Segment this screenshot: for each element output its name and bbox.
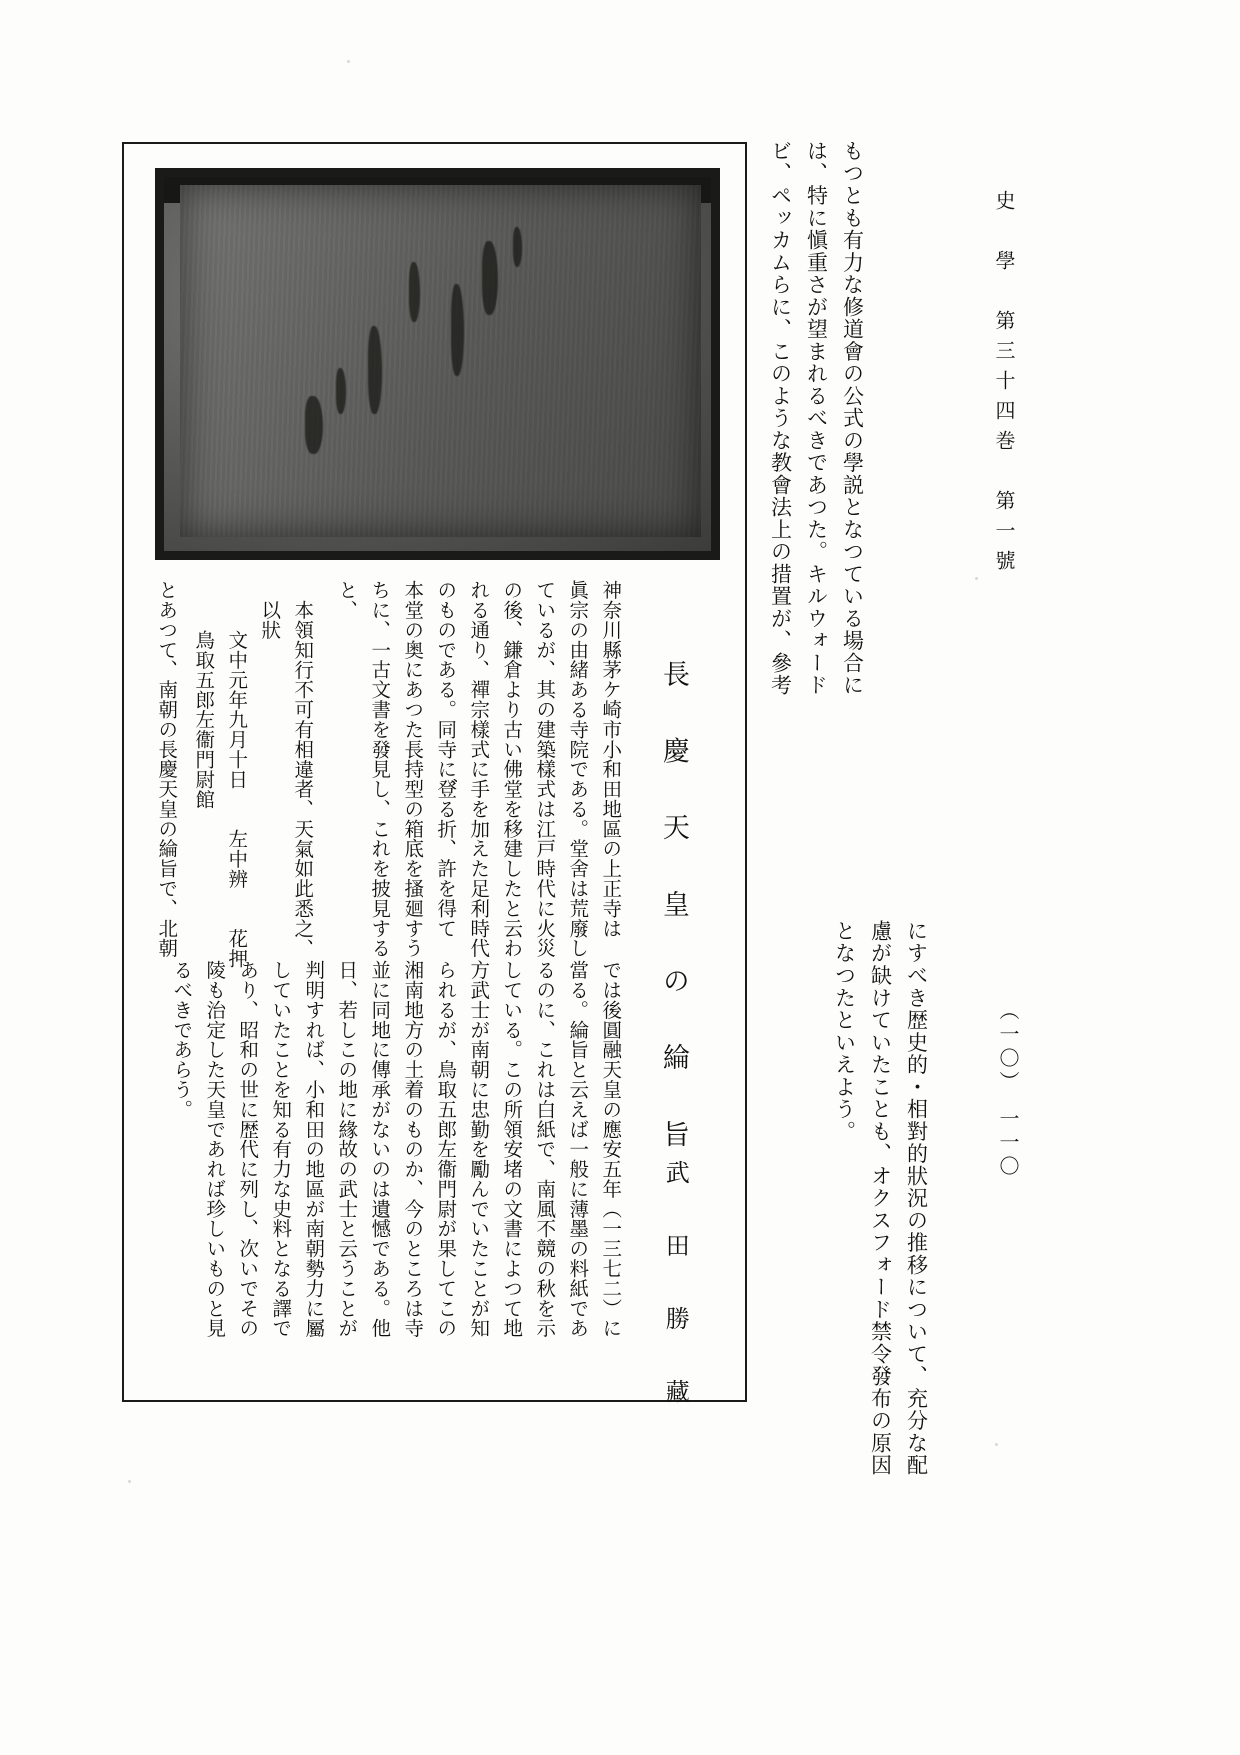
body-line: るのに、これは白紙で、南風不競の秋を示 [533, 960, 557, 1338]
body-line: 本堂の奥にあつた長持型の箱底を搔廻すう [401, 580, 425, 958]
body-line: 湘南地方の土着のものか、今のところは寺 [401, 960, 425, 1338]
body-line: とあつて、南朝の長慶天皇の綸旨で、北朝 [155, 580, 179, 958]
body-line-quote: 鳥取五郎左衞門尉館 [192, 630, 216, 810]
brush-stroke [451, 284, 464, 376]
body-line: あり、昭和の世に歴代に列し、次いでその [236, 960, 260, 1338]
intro-line-5: 慮が缺けていたことも、オクスフォード禁令發布の原因 [868, 920, 893, 1477]
body-line: 神奈川縣茅ケ崎市小和田地區の上正寺は [599, 580, 623, 939]
scan-speck [128, 1480, 131, 1483]
body-line: るべきであらう。 [170, 960, 194, 1120]
body-line: ちに、一古文書を發見し、これを披見する [368, 580, 392, 958]
scan-speck [995, 1443, 998, 1446]
body-line: 陵も治定した天皇であれば珍しいものと見 [203, 960, 227, 1338]
body-line-quote: 以狀 [258, 600, 282, 640]
article-author: 武 田 勝 藏 [661, 1160, 690, 1416]
intro-line-4: にすべき歴史的・相對的狀況の推移について、充分な配 [904, 920, 929, 1477]
body-line: 方武士が南朝に忠勤を勵んでいたことが知 [467, 960, 491, 1338]
brush-stroke [409, 262, 420, 322]
body-line-quote: 文中元年九月十日 左中辨 花押 [225, 630, 249, 969]
scan-speck [975, 577, 978, 580]
brush-stroke [513, 227, 522, 267]
body-line: 並に同地に傳承がないのは遺憾である。他 [368, 960, 392, 1338]
body-line: していたことを知る有力な史料となる譯で [269, 960, 293, 1338]
running-head: 史 學 第三十四巻 第一號 [992, 190, 1016, 580]
body-line: 判明すれば、小和田の地區が南朝勢力に屬 [302, 960, 326, 1338]
body-line-quote: 本領知行不可有相違者、天氣如此悉之、 [291, 600, 315, 959]
body-line: の後、鎌倉より古い佛堂を移建したと云わ [500, 580, 524, 958]
scan-speck [347, 60, 350, 63]
body-line: られるが、鳥取五郎左衞門尉が果してこの [434, 960, 458, 1338]
brush-stroke [305, 396, 323, 454]
body-line: れる通り、禪宗樣式に手を加えた足利時代 [467, 580, 491, 958]
body-line: では後圓融天皇の應安五年（一三七二）に [599, 960, 623, 1338]
intro-line-6: となつたといえよう。 [832, 920, 857, 1143]
brush-stroke [336, 368, 346, 414]
body-line: 眞宗の由緒ある寺院である。堂舍は荒廢し [566, 580, 590, 958]
body-line: ているが、其の建築樣式は江戸時代に火災 [533, 580, 557, 958]
figure-photograph [155, 168, 720, 560]
body-line: している。この所領安堵の文書によつて地 [500, 960, 524, 1338]
intro-line-3: ビ、ペッカムらに、このような教會法上の措置が、參考 [768, 140, 793, 697]
intro-line-2: は、特に愼重さが望まれるべきであつた。キルウォード [804, 140, 829, 697]
intro-line-1: もつとも有力な修道會の公式の學説となつている場合に [840, 140, 865, 697]
body-line: のものである。同寺に登゙゙゙゙る折、許を得て [434, 580, 458, 939]
body-line: と、 [335, 580, 359, 620]
body-line: 日、若しこの地に緣故の武士と云うことが [335, 960, 359, 1338]
photo-inner-surface [180, 185, 701, 537]
brush-stroke [482, 241, 498, 315]
brush-stroke [368, 326, 382, 414]
article-title: 長 慶 天 皇 の 綸 旨 [657, 660, 689, 1159]
page-number: （一〇） 一一〇 [996, 1000, 1020, 1179]
body-line: 當る。綸旨と云えば一般に薄墨の料紙であ [566, 960, 590, 1338]
